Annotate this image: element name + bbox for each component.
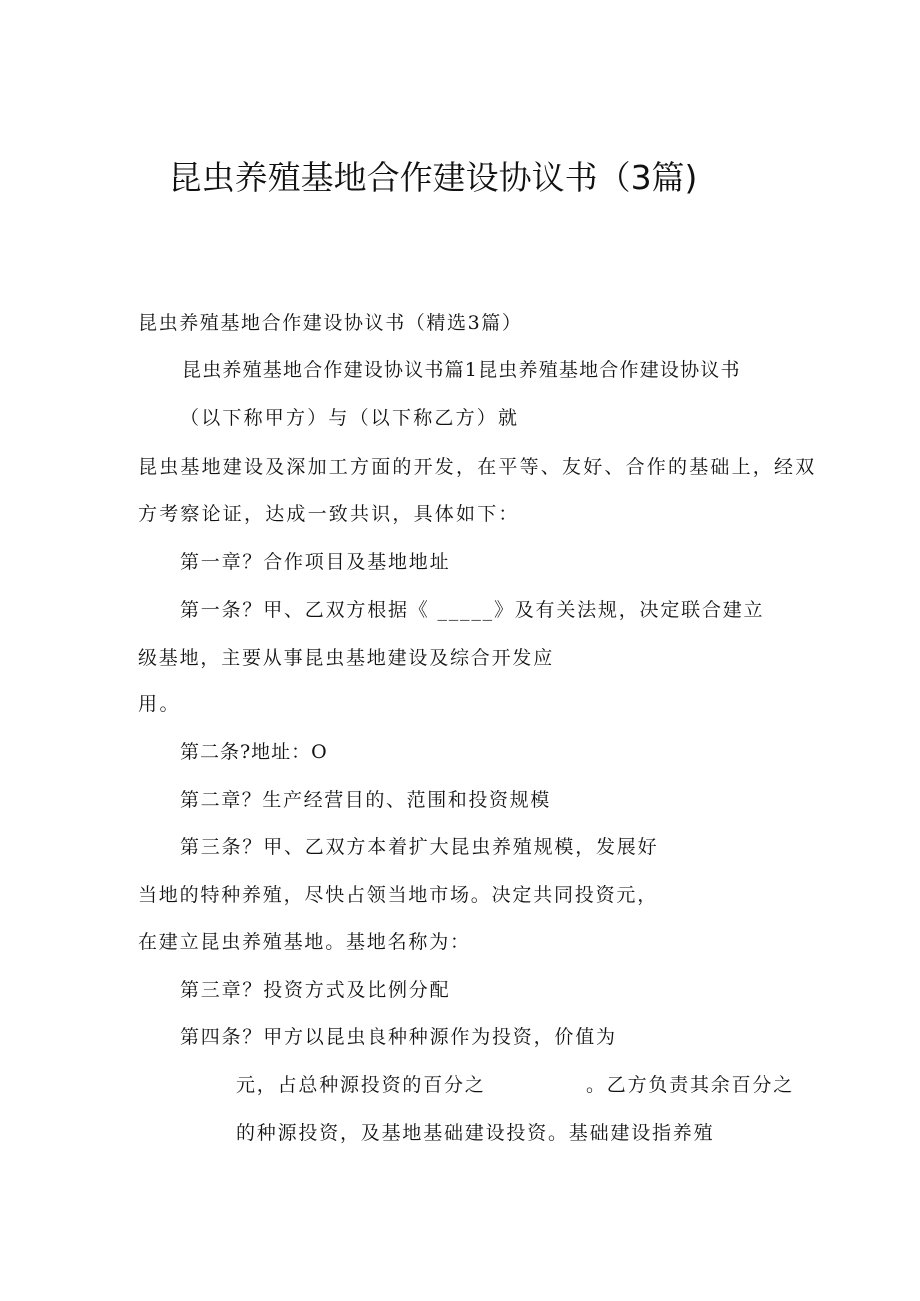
paragraph-line: 在建立昆虫养殖基地。基地名称为： xyxy=(138,931,471,953)
paragraph-line: （以下称甲方）与（以下称乙方）就 xyxy=(180,407,520,429)
paragraph-line: 昆虫养殖基地合作建设协议书篇1昆虫养殖基地合作建设协议书 xyxy=(182,359,741,381)
paragraph-line: 方考察论证，达成一致共识，具体如下： xyxy=(138,503,520,525)
paragraph-line: 元，占总种源投资的百分之 xyxy=(236,1074,486,1096)
article-line: 第一条？甲、乙双方根据《 _____》及有关法规，决定联合建立 xyxy=(180,599,765,621)
article-line: 第四条？甲方以昆虫良种种源作为投资，价值为 xyxy=(180,1026,617,1048)
article-line: 第三条？甲、乙双方本着扩大昆虫养殖规模，发展好 xyxy=(180,836,659,858)
article-line: 第二条?地址：O xyxy=(180,741,328,763)
chapter-heading: 第二章？生产经营目的、范围和投资规模 xyxy=(180,789,551,811)
chapter-heading: 第一章？合作项目及基地地址 xyxy=(180,551,451,573)
document-title: 昆虫养殖基地合作建设协议书（3篇) xyxy=(168,158,698,197)
paragraph-line: 昆虫基地建设及深加工方面的开发，在平等、友好、合作的基础上，经双 xyxy=(138,456,817,478)
paragraph-line: 。乙方负责其余百分之 xyxy=(586,1074,795,1096)
paragraph-line: 级基地，主要从事昆虫基地建设及综合开发应 xyxy=(138,647,555,669)
chapter-heading: 第三章？投资方式及比例分配 xyxy=(180,979,451,1001)
paragraph-line: 的种源投资，及基地基础建设投资。基础建设指养殖 xyxy=(236,1122,715,1144)
paragraph-line: 用。 xyxy=(138,693,182,715)
paragraph-line: 当地的特种养殖，尽快占领当地市场。决定共同投资元， xyxy=(138,884,659,906)
document-subtitle: 昆虫养殖基地合作建设协议书（精选3篇） xyxy=(138,312,523,334)
